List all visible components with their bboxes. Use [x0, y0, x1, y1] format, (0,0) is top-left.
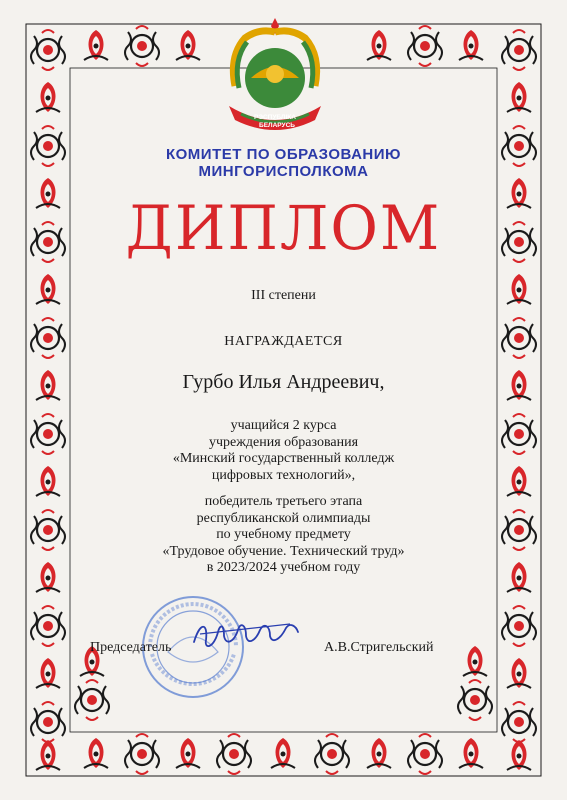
emblem-text-top: РЭСПУБЛІКА — [254, 114, 296, 121]
belarus-emblem-icon — [215, 16, 335, 138]
description-line: республиканской олимпиады — [196, 510, 371, 526]
description-line: победитель третьего этапа — [204, 494, 363, 509]
award-description — [0, 418, 567, 577]
document-title: ДИПЛОМ — [125, 192, 442, 264]
signatory-name: А.В.Стригельский — [324, 640, 434, 655]
description-line: «Трудовое обучение. Технический труд» — [162, 543, 405, 559]
signature-role: Председатель — [90, 640, 172, 655]
organization-name — [0, 146, 567, 180]
description-line: по учебному предмету — [216, 527, 351, 542]
diploma-degree: III степени — [251, 288, 316, 303]
description-line: «Минский государственный колледж — [172, 451, 395, 466]
recipient-name: Гурбо Илья Андреевич, — [182, 371, 385, 393]
signature-icon — [190, 612, 302, 658]
organization-line-2: МИНГОРИСПОЛКОМА — [198, 163, 369, 180]
description-line: в 2023/2024 учебном году — [206, 560, 361, 575]
description-line: учреждения образования — [208, 434, 359, 450]
organization-line-1: КОМИТЕТ ПО ОБРАЗОВАНИЮ — [165, 146, 402, 163]
awarded-label: НАГРАЖДАЕТСЯ — [224, 334, 343, 349]
description-line: цифровых технологий», — [211, 467, 356, 483]
description-line: учащийся 2 курса — [230, 418, 337, 433]
emblem-text-bottom: БЕЛАРУСЬ — [259, 122, 295, 129]
